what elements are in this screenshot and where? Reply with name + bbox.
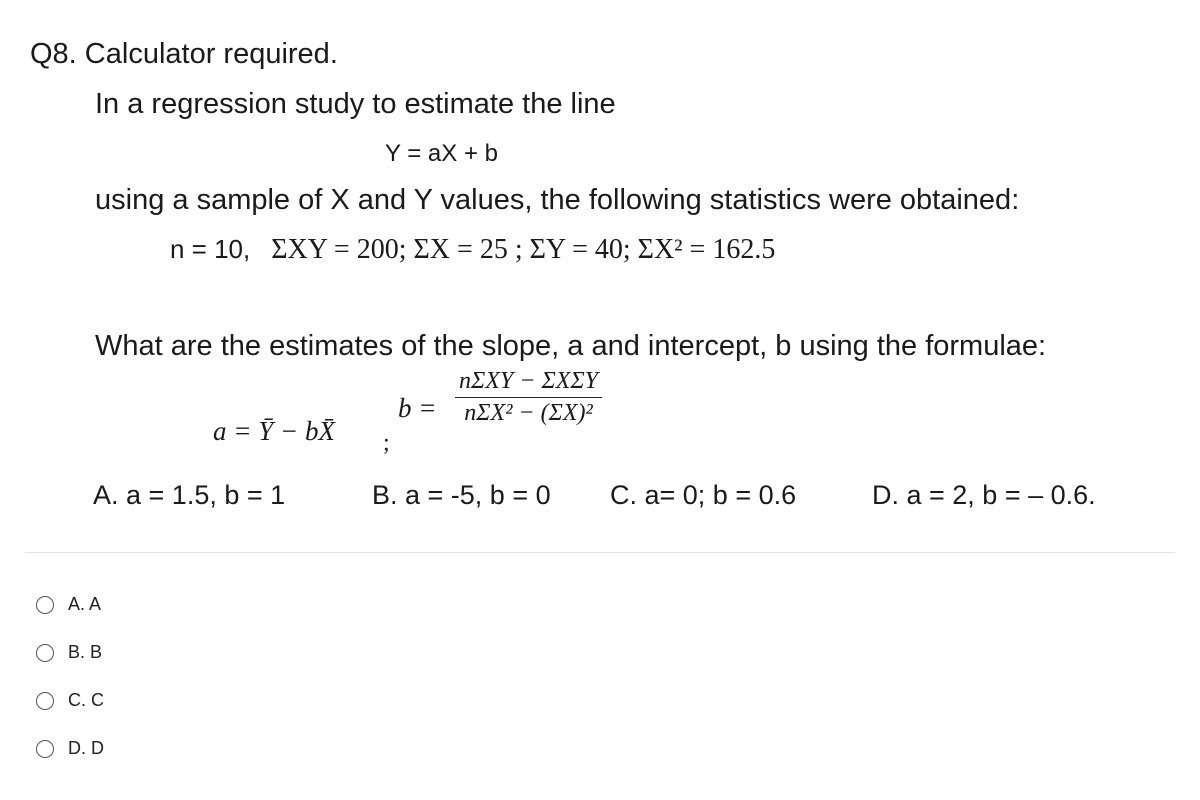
choice-label: D. D [68,738,104,758]
option-d-text: D. a = 2, b = – 0.6. [872,480,1096,510]
choice-label: A. A [68,594,102,614]
formula-separator: ; [383,430,390,456]
radio-button[interactable] [36,740,54,758]
sums-values: ΣXY = 200; ΣX = 25 ; ΣY = 40; ΣX² = 162.5 [271,234,776,265]
radio-button[interactable] [36,692,54,710]
choice-label: B. B [68,642,103,662]
question-prompt: What are the estimates of the slope, a and intercept, b using the formulae: [95,330,1047,362]
choice-label: C. C [68,690,104,710]
divider [25,552,1175,553]
sample-size: n = 10, [170,234,251,264]
formula-b-lhs: b = [398,393,437,423]
question-context: using a sample of X and Y values, the following statistics were obtained: [95,184,1020,216]
question-intro: In a regression study to estimate the line [95,88,616,120]
regression-equation: Y = aX + b [385,140,498,167]
choice-b[interactable] [36,642,102,663]
formula-b-numerator: nΣXY − ΣXΣY [455,368,602,398]
option-a-text: A. a = 1.5, b = 1 [93,480,286,510]
radio-button[interactable] [36,644,54,662]
formula-b-denominator: nΣX² − (ΣX)² [464,400,593,426]
question-title: Q8. Calculator required. [30,38,338,70]
radio-button[interactable] [36,596,54,614]
choice-d[interactable] [36,738,104,759]
option-b-text: B. a = -5, b = 0 [372,480,551,510]
formula-b-fraction [455,368,602,427]
option-c-text: C. a= 0; b = 0.6 [610,480,797,510]
statistics-line [170,234,775,266]
choice-c[interactable] [36,690,104,711]
choice-a[interactable] [36,594,101,615]
formula-a: a = Ȳ − bX̄ [213,416,335,446]
